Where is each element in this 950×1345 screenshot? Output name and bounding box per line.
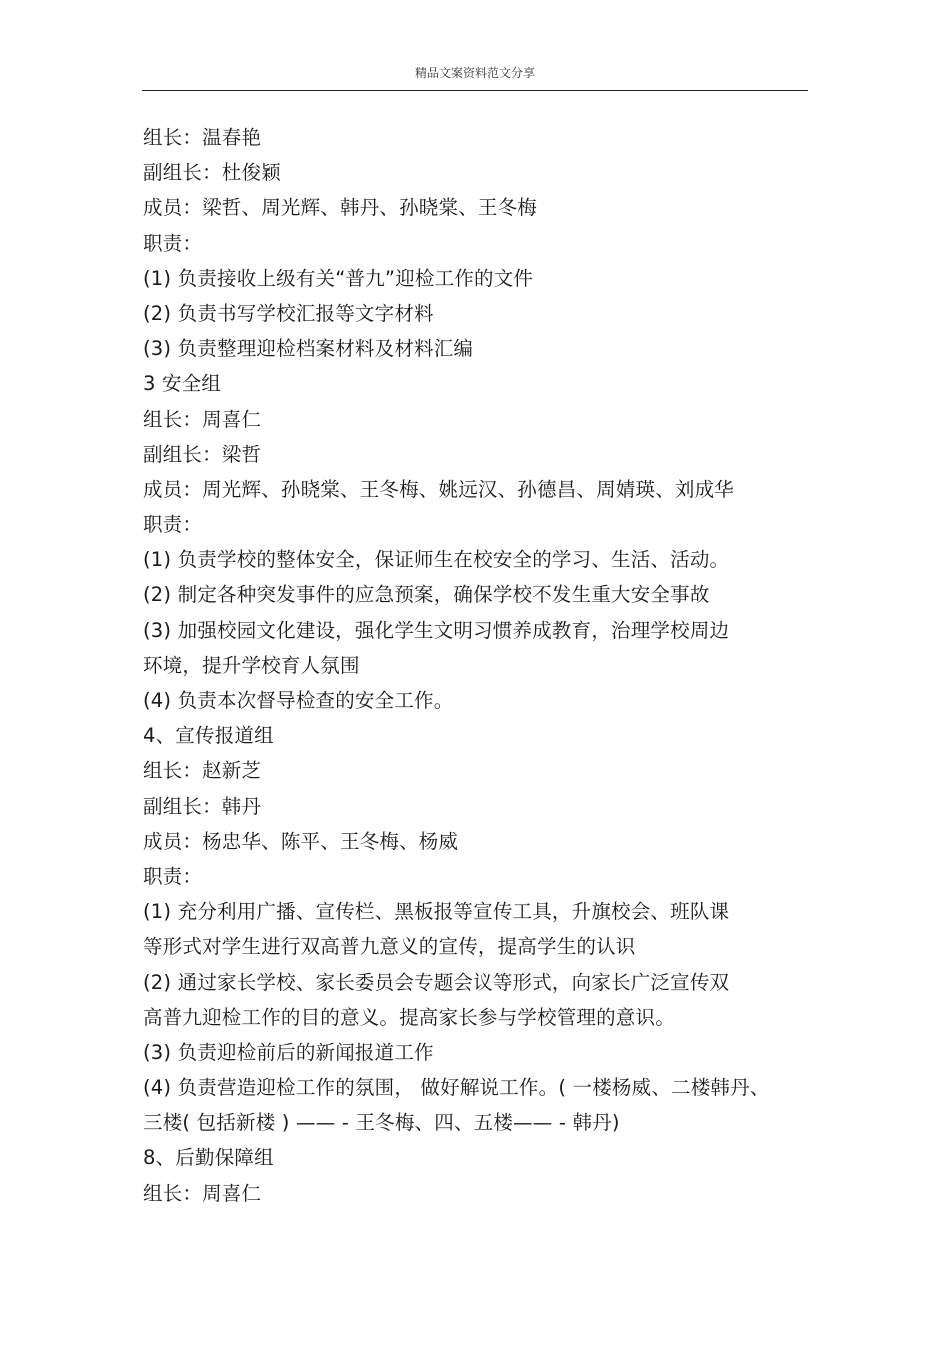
text-line: 组长：周喜仁 (143, 1181, 262, 1205)
section-heading: 8、后勤保障组 (143, 1146, 274, 1170)
text-line: (3) 加强校园文化建设，强化学生文明习惯养成教育，治理学校周边 (143, 618, 730, 642)
text-line: (1) 负责学校的整体安全，保证师生在校安全的学习、生活、活动。 (143, 548, 730, 572)
text-line: 副组长：梁哲 (143, 442, 262, 466)
text-line: 等形式对学生进行双高普九意义的宣传，提高学生的认识 (143, 935, 636, 959)
text-line: (1) 充分利用广播、宣传栏、黑板报等宣传工具，升旗校会、班队课 (143, 900, 730, 924)
text-line: 成员：周光辉、孙晓棠、王冬梅、姚远汉、孙德昌、周婧瑛、刘成华 (143, 477, 735, 501)
text-line: 环境，提升学校育人氛围 (143, 653, 360, 677)
text-line: (4) 负责营造迎检工作的氛围， 做好解说工作。( 一楼杨威、二楼韩丹、 (143, 1076, 770, 1100)
text-line: 组长：周喜仁 (143, 407, 262, 431)
text-line: 成员：梁哲、周光辉、韩丹、孙晓棠、王冬梅 (143, 196, 538, 220)
text-line: 高普九迎检工作的目的意义。提高家长参与学校管理的意识。 (143, 1005, 675, 1029)
text-line: 副组长：韩丹 (143, 794, 262, 818)
text-line: 职责： (143, 513, 203, 537)
text-line: 组长：温春艳 (143, 126, 262, 149)
header-divider (142, 90, 808, 91)
text-line: 组长：赵新芝 (143, 759, 262, 783)
text-line: (4) 负责本次督导检查的安全工作。 (143, 689, 454, 712)
text-line: 副组长：杜俊颖 (143, 161, 281, 185)
document-body (143, 120, 813, 1211)
text-line: (1) 负责接收上级有关“普九”迎检工作的文件 (143, 266, 534, 290)
text-line: (2) 负责书写学校汇报等文字材料 (143, 301, 434, 325)
page-header: 精品文案资料范文分享 (414, 66, 535, 80)
section-heading: 3 安全组 (143, 372, 222, 396)
text-line: 成员：杨忠华、陈平、王冬梅、杨威 (143, 829, 459, 853)
text-line: 职责： (143, 864, 203, 888)
text-line: (3) 负责整理迎检档案材料及材料汇编 (143, 337, 474, 361)
section-heading: 4、宣传报道组 (143, 724, 274, 748)
text-line: (3) 负责迎检前后的新闻报道工作 (143, 1040, 434, 1064)
text-line: (2) 制定各种突发事件的应急预案，确保学校不发生重大安全事故 (143, 583, 710, 607)
text-line: (2) 通过家长学校、家长委员会专题会议等形式，向家长广泛宣传双 (143, 970, 730, 994)
text-line: 三楼( 包括新楼 ) —— - 王冬梅、四、五楼—— - 韩丹) (143, 1111, 620, 1135)
text-line: 职责： (143, 231, 203, 255)
